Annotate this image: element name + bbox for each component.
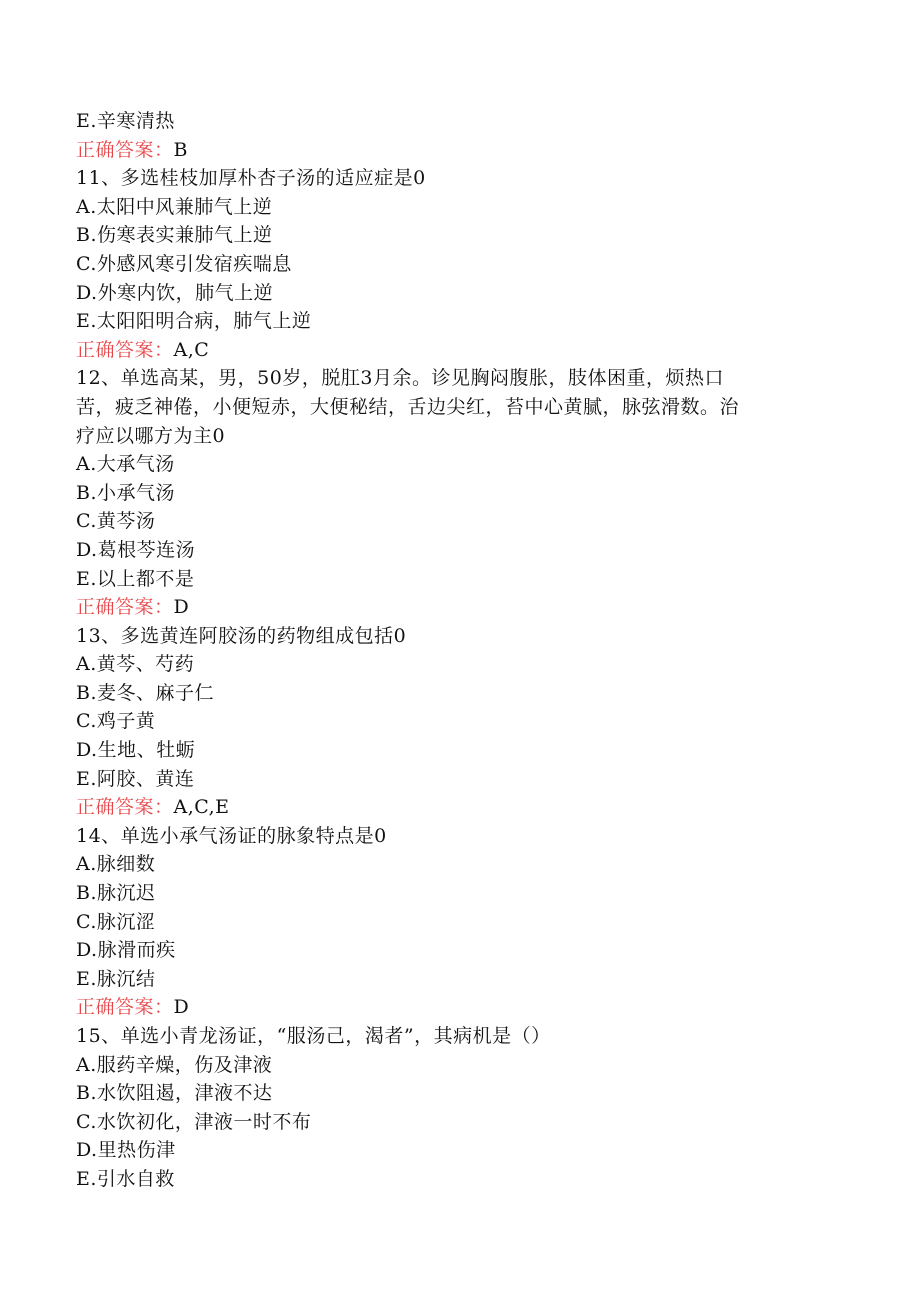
option-line: A.脉细数 bbox=[76, 853, 156, 876]
question-stem: 11、多选桂枝加厚朴杏子汤的适应症是0 bbox=[76, 167, 426, 190]
answer-line bbox=[76, 993, 816, 1022]
option-line: D.生地、牡蛎 bbox=[76, 739, 196, 762]
question-block bbox=[76, 364, 816, 621]
option-line: B.脉沉迟 bbox=[76, 882, 156, 905]
answer-value: A,C,E bbox=[173, 796, 230, 819]
option-line: D.里热伤津 bbox=[76, 1139, 176, 1162]
option-line: E.以上都不是 bbox=[76, 567, 195, 590]
question-block bbox=[76, 164, 816, 364]
answer-label: 正确答案： bbox=[76, 338, 174, 361]
option-line: D.外寒内饮，肺气上逆 bbox=[76, 281, 274, 304]
answer-value: B bbox=[173, 138, 188, 161]
question-stem: 12、单选高某，男，50岁，脱肛3月余。诊见胸闷腹胀，肢体困重，烦热口 bbox=[76, 367, 724, 390]
question-stem: 13、多选黄连阿胶汤的药物组成包括0 bbox=[76, 624, 407, 647]
answer-line bbox=[76, 336, 816, 365]
option-line: A.黄芩、芍药 bbox=[76, 653, 195, 676]
option-line: D.脉滑而疾 bbox=[76, 939, 176, 962]
option-line: B.水饮阻遏，津液不达 bbox=[76, 1082, 273, 1105]
question-block bbox=[76, 1022, 816, 1194]
option-line: C.外感风寒引发宿疾喘息 bbox=[76, 252, 292, 275]
option-line: C.黄芩汤 bbox=[76, 510, 156, 533]
option-line: C.鸡子黄 bbox=[76, 710, 156, 733]
answer-value: D bbox=[173, 996, 190, 1019]
option-line: C.脉沉涩 bbox=[76, 910, 156, 933]
option-line: B.小承气汤 bbox=[76, 481, 176, 504]
option-line: E.太阳阳明合病，肺气上逆 bbox=[76, 310, 312, 333]
option-line: E.脉沉结 bbox=[76, 967, 156, 990]
option-line: A.服药辛燥，伤及津液 bbox=[76, 1053, 273, 1076]
option-line: B.伤寒表实兼肺气上逆 bbox=[76, 224, 273, 247]
option-line: E.阿胶、黄连 bbox=[76, 767, 195, 790]
exam-page bbox=[76, 107, 816, 1194]
answer-label: 正确答案： bbox=[76, 596, 174, 619]
question-stem: 14、单选小承气汤证的脉象特点是0 bbox=[76, 824, 387, 847]
answer-label: 正确答案： bbox=[76, 996, 174, 1019]
answer-label: 正确答案： bbox=[76, 138, 174, 161]
option-line: B.麦冬、麻子仁 bbox=[76, 681, 215, 704]
answer-value: A,C bbox=[173, 338, 210, 361]
question-block bbox=[76, 822, 816, 1022]
question-stem: 15、单选小青龙汤证，“服汤己，渴者”，其病机是（） bbox=[76, 1025, 551, 1047]
question-stem-continued: 苦，疲乏神倦，小便短赤，大便秘结，舌边尖红，苔中心黄腻，脉弦滑数。治 bbox=[76, 395, 740, 418]
option-line: D.葛根芩连汤 bbox=[76, 538, 196, 561]
option-line: C.水饮初化，津液一时不布 bbox=[76, 1110, 312, 1133]
option-line: A.太阳中风兼肺气上逆 bbox=[76, 195, 273, 218]
option-line: E.辛寒清热 bbox=[76, 110, 175, 132]
question-stem-continued: 疗应以哪方为主0 bbox=[76, 424, 226, 447]
answer-line bbox=[76, 136, 816, 165]
answer-line bbox=[76, 593, 816, 622]
option-line: E.引水自救 bbox=[76, 1167, 175, 1190]
answer-line bbox=[76, 793, 816, 822]
answer-label: 正确答案： bbox=[76, 796, 174, 819]
option-line: A.大承气汤 bbox=[76, 453, 175, 476]
answer-value: D bbox=[173, 596, 190, 619]
question-block bbox=[76, 622, 816, 822]
